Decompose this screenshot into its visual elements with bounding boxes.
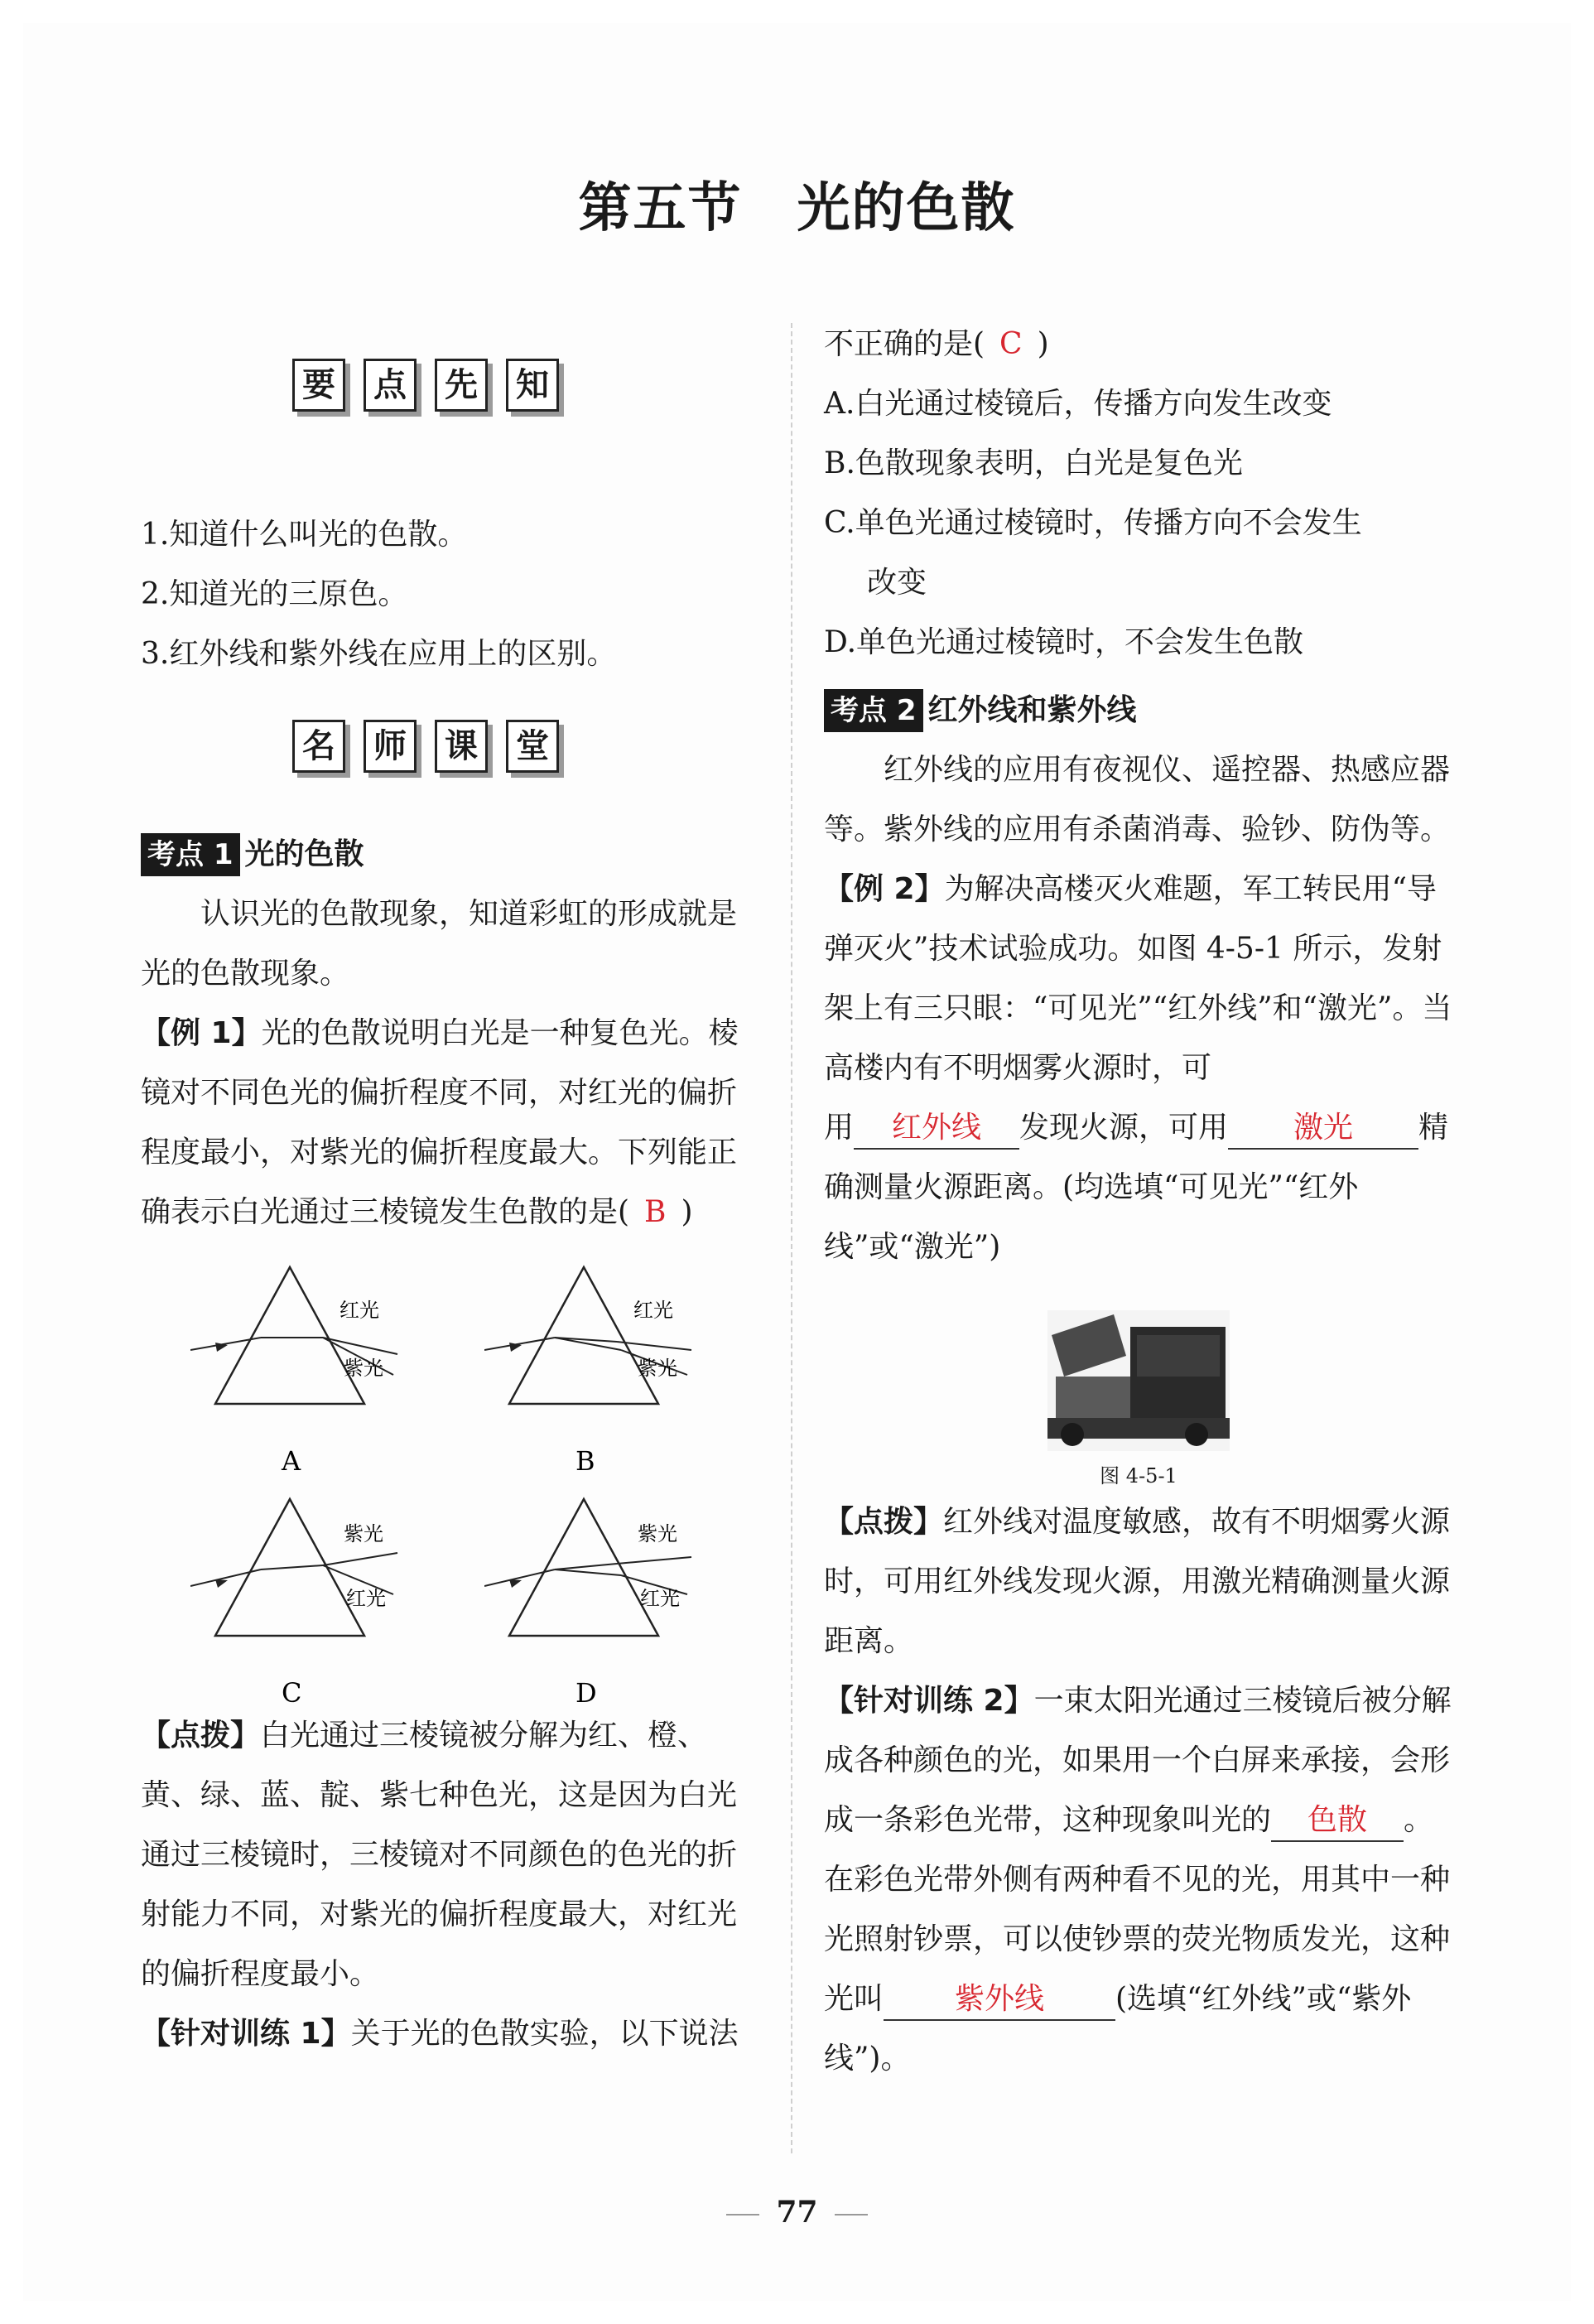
key-point-item: 2.知道光的三原色。 (141, 577, 408, 611)
option-c: C.单色光通过棱镜时，传播方向不会发生 (824, 506, 1362, 540)
kaodian2-heading (824, 681, 1453, 740)
training-text: (选填“红外线”或“紫外线”)。 (824, 1982, 1412, 2076)
figure-label: A (282, 1445, 301, 1477)
training2 (824, 1671, 1453, 2089)
figure-label: B (575, 1445, 595, 1477)
figure-b (484, 1259, 758, 1483)
figure-label: D (575, 1677, 597, 1709)
training-text: 一束太阳光通过三棱镜后被分解成各种颜色的光，如果用一个白屏来承接，会形成一条彩色光带，这种现象叫光的 (824, 1684, 1452, 1837)
page-number-dash (726, 2214, 759, 2216)
ray-label-bottom: 红光 (346, 1587, 386, 1610)
ray-label-top: 红光 (340, 1299, 379, 1322)
training-label: 【针对训练 1】 (141, 2017, 351, 2051)
example1 (141, 1004, 762, 1242)
header-char: 堂 (506, 720, 559, 773)
kaodian-title: 红外线和紫外线 (927, 693, 1137, 727)
answer-blank: 紫外线 (884, 1979, 1115, 2021)
example-label: 【例 2】 (824, 872, 945, 906)
kaodian2-intro: 红外线的应用有夜视仪、遥控器、热感应器等。紫外线的应用有杀菌消毒、验钞、防伪等。 (824, 753, 1451, 846)
kaodian-tag: 考点 2 (824, 689, 923, 732)
fill-text: 用 (824, 1111, 855, 1145)
example2 (824, 860, 1453, 1098)
teacher-class-header (292, 709, 762, 784)
page-number-dash (835, 2214, 868, 2216)
tip-text: 白光通过三棱镜被分解为红、橙、黄、绿、蓝、靛、紫七种色光，这是因为白光通过三棱镜时，三棱镜对不同颜色的色光的折射能力不同，对紫光的偏折程度最大，对红光的偏折程度最小。 (141, 1719, 738, 1991)
page-number (0, 2195, 1594, 2230)
ray-label-bottom: 红光 (640, 1587, 680, 1610)
figure-c (190, 1491, 464, 1714)
key-point-item: 1.知道什么叫光的色散。 (141, 518, 468, 552)
right-column (824, 315, 1453, 2089)
page-number-value: 77 (776, 2195, 818, 2230)
figure-caption: 图 4-5-1 (1100, 1464, 1177, 1487)
column-divider (791, 323, 792, 2153)
training-text: 。在彩色光带外侧有两种看不见的光，用其中一种光照射钞票，可以使钞票的荧光物质发光，这种光叫 (824, 1803, 1451, 2016)
tip1 (141, 1706, 762, 2004)
kaodian-title: 光的色散 (244, 837, 364, 871)
example-label: 【例 1】 (141, 1016, 262, 1050)
header-char: 要 (292, 359, 345, 412)
key-points-header (292, 348, 762, 422)
figure-label: C (282, 1677, 302, 1709)
prism-diagram (190, 1491, 464, 1714)
ray-label-top: 红光 (633, 1299, 673, 1322)
option-b: B.色散现象表明，白光是复色光 (824, 446, 1243, 480)
training-text: 关于光的色散实验，以下说法 (350, 2017, 739, 2051)
training-close: ) (1037, 327, 1049, 361)
kaodian-tag: 考点 1 (141, 833, 240, 876)
prism-figures (141, 1242, 762, 1709)
tip-label: 【点拨】 (141, 1719, 261, 1753)
example-text: 光的色散说明白光是一种复色光。棱镜对不同色光的偏折程度不同，对红光的偏折程度最小，对紫光的偏折程度最大。下列能正确表示白光通过三棱镜发生色散的是( (141, 1016, 739, 1229)
prism-diagram (484, 1259, 758, 1483)
training1 (141, 2004, 762, 2064)
answer: B (644, 1195, 667, 1229)
kaodian1-intro: 认识光的色散现象，知道彩虹的形成就是光的色散现象。 (141, 897, 738, 991)
answer-blank: 激光 (1228, 1108, 1418, 1150)
ray-label-top: 紫光 (638, 1522, 677, 1545)
tip-text: 红外线对温度敏感，故有不明烟雾火源时，可用红外线发现火源，用激光精确测量火源距离。 (824, 1505, 1451, 1658)
kaodian1-heading (141, 825, 762, 885)
ray-label-top: 紫光 (344, 1522, 383, 1545)
header-char: 点 (364, 359, 417, 412)
answer: C (999, 327, 1023, 361)
option-d: D.单色光通过棱镜时，不会发生色散 (824, 625, 1304, 659)
missile-launcher-photo (1047, 1310, 1230, 1451)
left-column (141, 348, 762, 2064)
training1-continued (824, 315, 1453, 374)
header-char: 先 (435, 359, 488, 412)
training-label: 【针对训练 2】 (824, 1684, 1034, 1718)
prism-diagram (484, 1491, 758, 1714)
example2-fill (824, 1098, 1453, 1277)
answer-blank: 红外线 (854, 1108, 1019, 1150)
example-text: 为解决高楼灭火难题，军工转民用“导弹灭火”技术试验成功。如图 4-5-1 所示，发射架上有三只眼：“可见光”“红外线”和“激光”。当高楼内有不明烟雾火源时，可 (824, 872, 1452, 1085)
header-char: 知 (506, 359, 559, 412)
header-char: 名 (292, 720, 345, 773)
tip2 (824, 1492, 1453, 1671)
option-c-cont: 改变 (867, 566, 927, 600)
ray-label-bottom: 紫光 (344, 1357, 383, 1380)
tip-label: 【点拨】 (824, 1505, 944, 1539)
page-title: 第五节 光的色散 (578, 177, 1016, 239)
photo-image (1047, 1310, 1230, 1451)
header-char: 师 (364, 720, 417, 773)
fill-text: 发现火源，可用 (1019, 1111, 1229, 1145)
figure-d (484, 1491, 758, 1714)
ray-label-bottom: 紫光 (638, 1357, 677, 1380)
answer-blank: 色散 (1271, 1801, 1404, 1842)
example-close: ) (681, 1195, 693, 1229)
header-char: 课 (435, 720, 488, 773)
key-point-item: 3.红外线和紫外线在应用上的区别。 (141, 637, 617, 671)
fill-text: 精确测量火源距离。(均选填“可见光”“红外线”或“激光”) (824, 1111, 1449, 1264)
figure-a (190, 1259, 464, 1483)
prism-diagram (190, 1259, 464, 1483)
option-a: A.白光通过棱镜后，传播方向发生改变 (824, 387, 1332, 421)
training-text: 不正确的是( (824, 327, 985, 361)
